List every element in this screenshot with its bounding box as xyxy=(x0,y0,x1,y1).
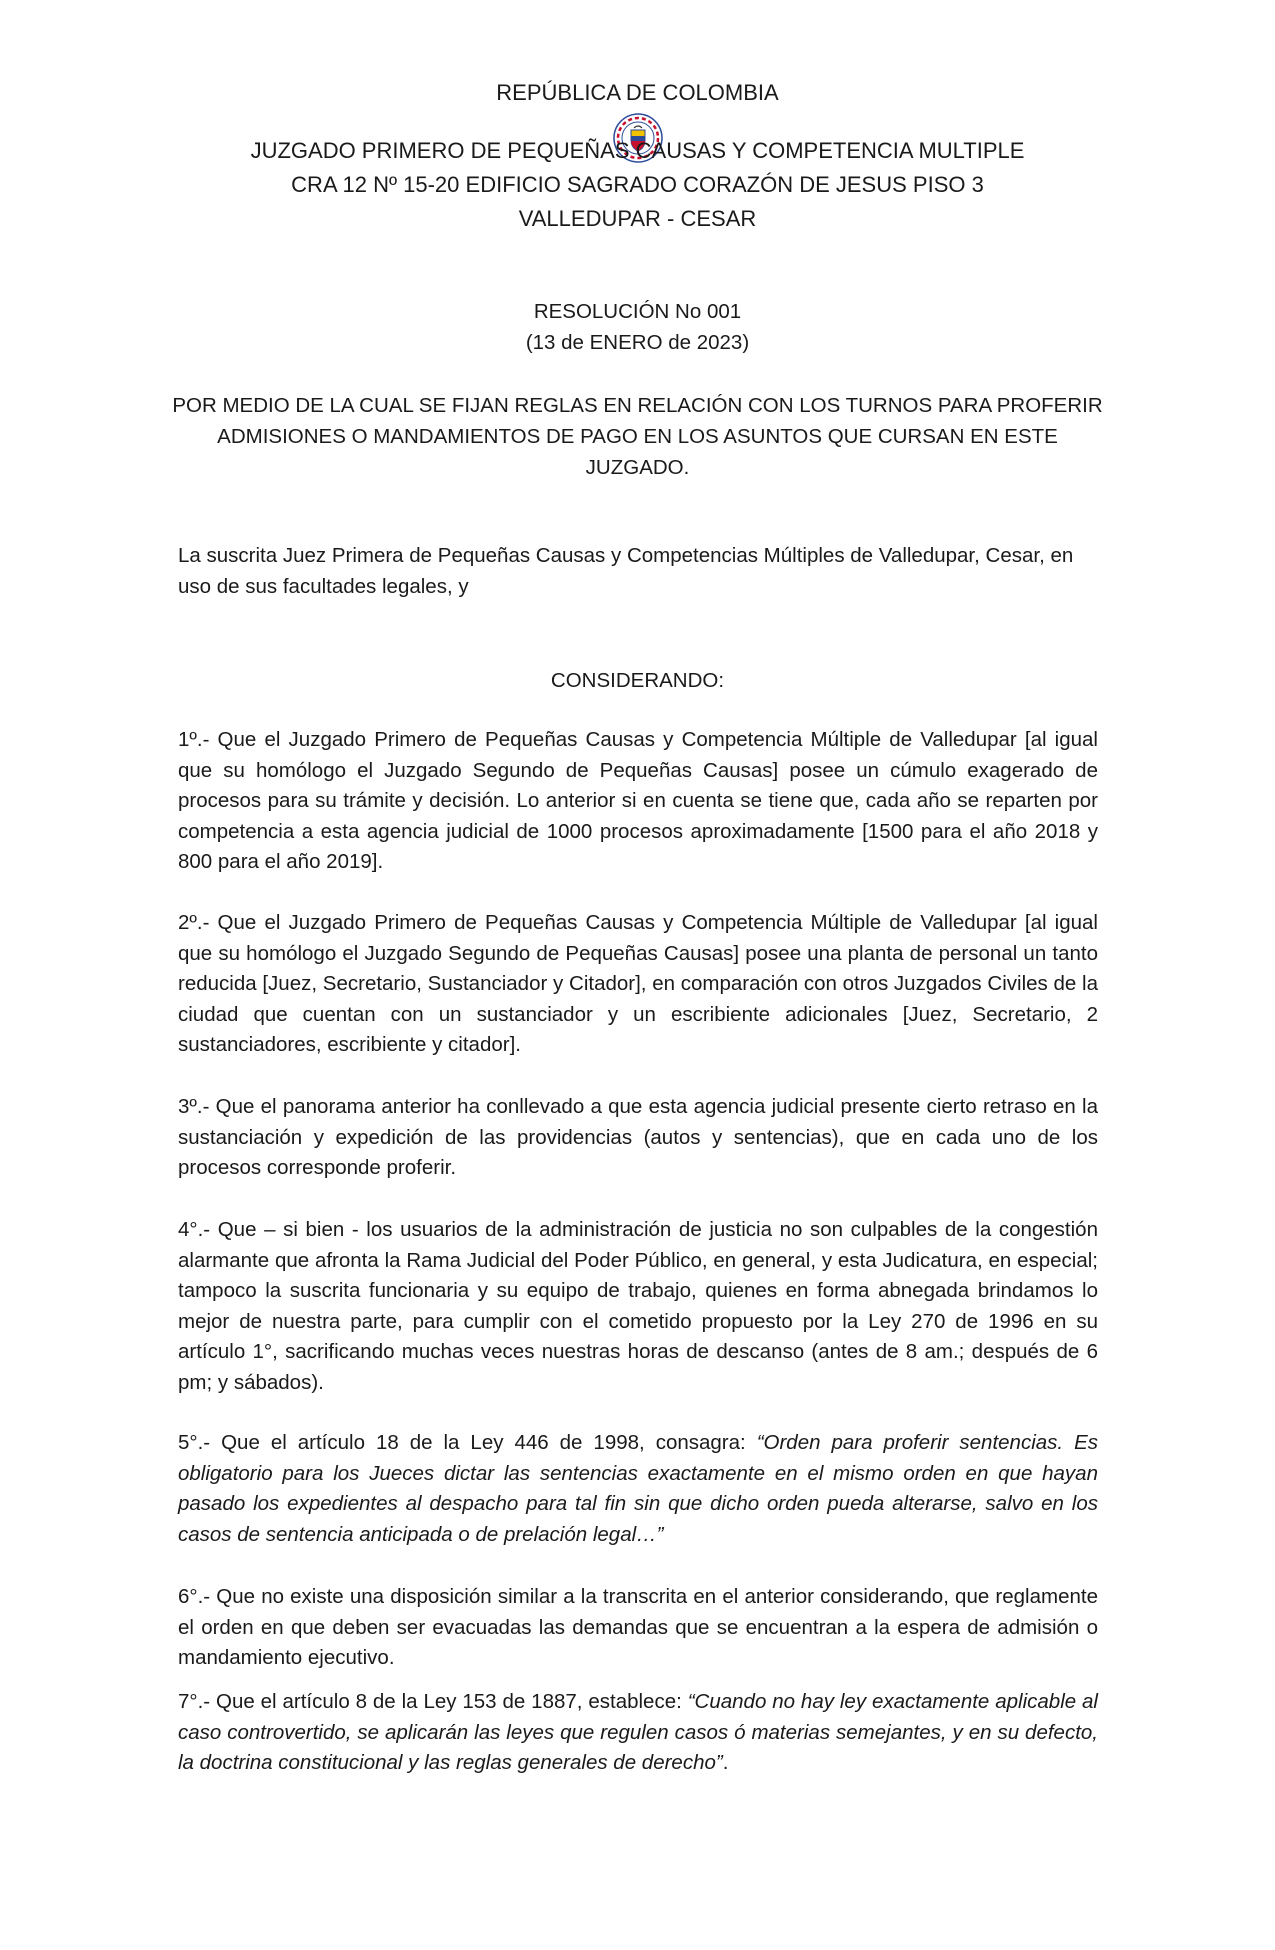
republic-heading xyxy=(0,76,1275,110)
paragraph-7-quote: “Cuando no hay ley exactamente aplicable al caso controvertido, se aplicarán las leyes que regulen casos ó materias semejantes, y en su defecto, la doctrina constitucional y las reglas generales de derecho” xyxy=(178,1690,1098,1774)
paragraph-2: 2º.- Que el Juzgado Primero de Pequeñas Causas y Competencia Múltiple de Valledupar [al igual que su homólogo el Juzgado Segundo de Pequeñas Causas] posee una planta de personal un tanto reducida [Juez, Secretario, Sustanciador y Citador], en comparación con otros Juzgados Civiles de la ciudad que cuentan con un sustanciador y un escribiente adicionales [Juez, Secretario, 2 sustanciadores, escribiente y citador]. xyxy=(178,911,1098,1056)
paragraph-6: 6°.- Que no existe una disposición similar a la transcrita en el anterior considerando, que reglamente el orden en que deben ser evacuadas las demandas que se encuentran a la espera de admisión o mandamiento ejecutivo. xyxy=(178,1585,1098,1669)
resolution-subject xyxy=(0,390,1275,483)
paragraph-1: 1º.- Que el Juzgado Primero de Pequeñas Causas y Competencia Múltiple de Valledupar [al igual que su homólogo el Juzgado Segundo de Pequeñas Causas] posee un cúmulo exagerado de procesos para su trámite y decisión. Lo anterior si en cuenta se tiene que, cada año se reparten por competencia a esta agencia judicial de 1000 procesos aproximadamente [1500 para el año 2018 y 800 para el año 2019]. xyxy=(178,728,1098,873)
subject-line-3: JUZGADO. xyxy=(585,456,690,479)
court-address: CRA 12 Nº 15-20 EDIFICIO SAGRADO CORAZÓN DE JESUS PISO 3 xyxy=(291,172,984,197)
paragraph-3: 3º.- Que el panorama anterior ha conllevado a que esta agencia judicial presente cierto retraso en la sustanciación y expedición de las providencias (autos y sentencias), que en cada uno de los procesos corresponde proferir. xyxy=(178,1095,1098,1179)
court-city: VALLEDUPAR - CESAR xyxy=(518,206,757,231)
paragraph-5-lead: 5°.- Que el artículo 18 de la Ley 446 de 1998, consagra: xyxy=(178,1431,757,1454)
resolution-number: RESOLUCIÓN No 001 xyxy=(533,300,742,323)
resolution-block xyxy=(0,296,1275,358)
court-header xyxy=(0,134,1275,236)
paragraph-7-lead: 7°.- Que el artículo 8 de la Ley 153 de 1887, establece: xyxy=(178,1690,688,1713)
paragraph-4: 4°.- Que – si bien - los usuarios de la administración de justicia no son culpables de la congestión alarmante que afronta la Rama Judicial del Poder Público, en general, y esta Judicatura, en especial; tampoco la suscrita funcionaria y su equipo de trabajo, quienes en forma abnegada brindamos lo mejor de nuestra parte, para cumplir con el cometido propuesto por la Ley 270 de 1996 en su artículo 1°, sacrificando muchas veces nuestras horas de descanso (antes de 8 am.; después de 6 pm; y sábados). xyxy=(178,1218,1098,1394)
paragraph-7 xyxy=(178,1687,1098,1779)
paragraph-5 xyxy=(178,1428,1098,1550)
republic-title: REPÚBLICA DE COLOMBIA xyxy=(496,80,779,105)
paragraph-5-quote: “Orden para proferir sentencias. Es obligatorio para los Jueces dictar las sentencias exactamente en el mismo orden en que hayan pasado los expedientes al despacho para tal fin sin que dicho orden pueda alterarse, salvo en los casos de sentencia anticipada o de prelación legal…” xyxy=(178,1431,1098,1546)
paragraph-7-end: . xyxy=(722,1751,729,1774)
subject-line-1: POR MEDIO DE LA CUAL SE FIJAN REGLAS EN RELACIÓN CON LOS TURNOS PARA PROFERIR xyxy=(172,394,1103,417)
considerando-heading: CONSIDERANDO: xyxy=(550,669,725,692)
intro-paragraph: La suscrita Juez Primera de Pequeñas Causas y Competencias Múltiples de Valledupar, Cesar, en uso de sus facultades legales, y xyxy=(178,544,1074,598)
court-name: JUZGADO PRIMERO DE PEQUEÑAS CAUSAS Y COMPETENCIA MULTIPLE xyxy=(250,138,1025,163)
resolution-date: (13 de ENERO de 2023) xyxy=(525,331,750,354)
subject-line-2: ADMISIONES O MANDAMIENTOS DE PAGO EN LOS ASUNTOS QUE CURSAN EN ESTE xyxy=(217,425,1058,448)
